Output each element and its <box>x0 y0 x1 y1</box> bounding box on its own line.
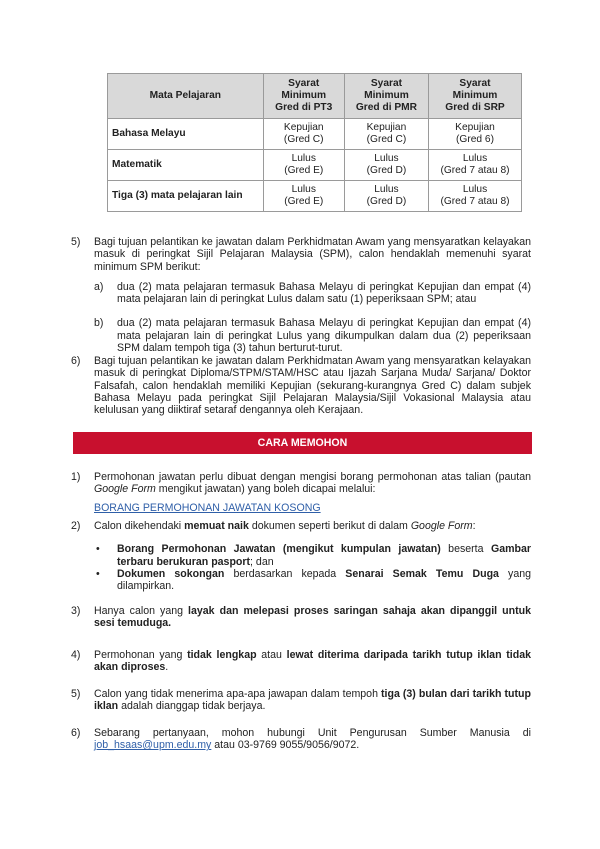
table-row <box>108 150 522 181</box>
grade-cell: Kepujian (Gred 6) <box>429 119 522 150</box>
grade-cell: Kepujian (Gred C) <box>263 119 344 150</box>
grade-cell: Lulus (Gred E) <box>263 181 344 212</box>
grade-cell: Lulus (Gred E) <box>263 150 344 181</box>
header-subject: Mata Pelajaran <box>108 74 264 119</box>
document-list <box>71 543 531 592</box>
section-banner-cara-memohon: CARA MEMOHON <box>73 432 532 454</box>
header-srp: Syarat Minimum Gred di SRP <box>429 74 522 119</box>
subject-cell: Bahasa Melayu <box>108 119 264 150</box>
bullet-icon: • <box>96 567 100 580</box>
grade-cell: Lulus (Gred D) <box>344 150 428 181</box>
bullet-icon: • <box>96 543 100 556</box>
subject-cell: Matematik <box>108 150 264 181</box>
header-pmr: Syarat Minimum Gred di PMR <box>344 74 428 119</box>
requirement-item-5: 5) Bagi tujuan pelantikan ke jawatan dalam Perkhidmatan Awam yang mensyaratkan kelayakan masuk di peringkat Sijil Pelajaran Malaysia (SPM), calon hendaklah memenuhi syarat minimum SPM berikut: a) dua (2) mata pelajaran termasuk Bahasa Melayu di peringkat Kepujian dan empat (4) mata pelajaran lain di peringkat Lulus dalam satu (1) peperiksaan SPM; atau b) dua (2) mata pelajaran termasuk Bahasa Melayu di peringkat Kepujian dan empat (4) mata pelajaran lain di peringkat Lulus yang dikumpulkan dalam dua (2) peperiksaan SPM dalam tempoh tiga (3) tahun berturut-turut. <box>71 236 531 355</box>
contact-email-link[interactable]: job_hsaas@upm.edu.my <box>94 739 212 752</box>
apply-item-5: 5) Calon yang tidak menerima apa-apa jawapan dalam tempoh tiga (3) bulan dari tarikh tutup iklan adalah dianggap tidak berjaya. <box>71 688 531 713</box>
list-item: • Dokumen sokongan berdasarkan kepada Senarai Semak Temu Duga yang dilampirkan. <box>96 567 531 593</box>
table-row <box>108 119 522 150</box>
apply-item-6: 6) Sebarang pertanyaan, mohon hubungi Unit Pengurusan Sumber Manusia di job_hsaas@upm.edu.my atau 03-9769 9055/9056/9072. <box>71 727 531 752</box>
application-form-link[interactable]: BORANG PERMOHONAN JAWATAN KOSONG <box>94 501 321 514</box>
apply-item-2: 2) Calon dikehendaki memuat naik dokumen seperti berikut di dalam Google Form: • Borang Permohonan Jawatan (mengikut kumpulan jawatan) beserta Gambar terbaru berukuran pasport; dan • Dokumen sokongan berdasarkan kepada Senarai Semak Temu Duga yang dilampirkan. <box>71 520 531 593</box>
table-row <box>108 181 522 212</box>
grade-cell: Lulus (Gred D) <box>344 181 428 212</box>
apply-item-3: 3) Hanya calon yang layak dan melepasi proses saringan sahaja akan dipanggil untuk sesi temuduga. <box>71 605 531 630</box>
list-item: • Borang Permohonan Jawatan (mengikut kumpulan jawatan) beserta Gambar terbaru berukuran pasport; dan <box>96 543 531 568</box>
requirement-sub-a: a) dua (2) mata pelajaran termasuk Bahasa Melayu di peringkat Kepujian dan empat (4) mata pelajaran lain di peringkat Lulus dalam satu (1) peperiksaan SPM; atau <box>94 280 531 306</box>
requirement-sub-b: b) dua (2) mata pelajaran termasuk Bahasa Melayu di peringkat Kepujian dan empat (4) mata pelajaran lain di peringkat Lulus yang dikumpulkan dalam dua (2) peperiksaan SPM dalam tempoh tiga (3) tahun berturut-turut. <box>94 317 531 355</box>
grade-cell: Kepujian (Gred C) <box>344 119 428 150</box>
requirement-item-6: 6) Bagi tujuan pelantikan ke jawatan dalam Perkhidmatan Awam yang mensyaratkan kelayakan masuk di peringkat Diploma/STPM/STAM/HSC atau Ijazah Sarjana Muda/ Sarjana/ Doktor Falsafah, calon hendaklah memiliki Kepujian (sekurang-kurangnya Gred C) dalam subjek Bahasa Melayu pada peringkat Sijil Pelajaran Malaysia/Sijil Vokasional Malaysia atau kelulusan yang diiktiraf setaraf dengannya oleh Kerajaan. <box>71 355 531 417</box>
table-header-row <box>108 74 522 119</box>
grade-cell: Lulus (Gred 7 atau 8) <box>429 181 522 212</box>
grade-cell: Lulus (Gred 7 atau 8) <box>429 150 522 181</box>
header-pt3: Syarat Minimum Gred di PT3 <box>263 74 344 119</box>
subject-cell: Tiga (3) mata pelajaran lain <box>108 181 264 212</box>
grade-requirements-table <box>107 73 522 212</box>
apply-item-1: 1) Permohonan jawatan perlu dibuat dengan mengisi borang permohonan atas talian (pautan Google Form mengikut jawatan) yang boleh dicapai melalui: BORANG PERMOHONAN JAWATAN KOSONG <box>71 471 531 514</box>
apply-item-4: 4) Permohonan yang tidak lengkap atau lewat diterima daripada tarikh tutup iklan tidak akan diproses. <box>71 649 531 674</box>
